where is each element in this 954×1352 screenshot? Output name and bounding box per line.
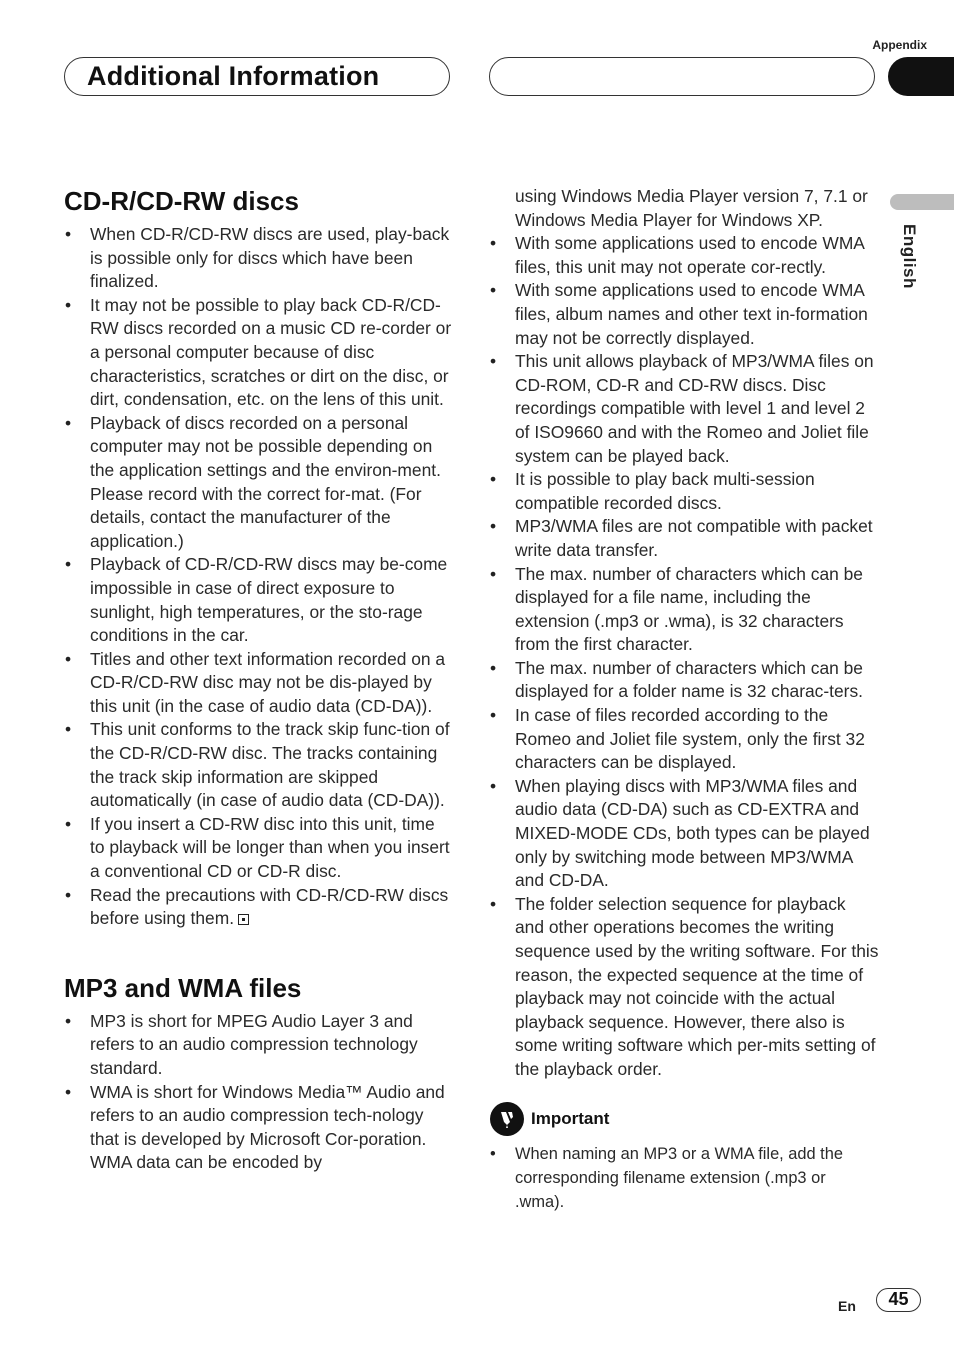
list-item: • If you insert a CD-RW disc into this unit, time to playback will be longer than when you insert a conventional CD or CD-R disc. — [64, 813, 454, 884]
list-item: • With some applications used to encode WMA files, this unit may not operate cor-rectly. — [489, 232, 879, 279]
important-label: Important — [531, 1108, 610, 1128]
list-item: • Playback of CD-R/CD-RW discs may be-come impossible in case of direct exposure to sunlight, high temperatures, or the sto-rage conditions in the car. — [64, 553, 454, 647]
list-item: • The folder selection sequence for playback and other operations becomes the writing sequence used by the writing software. For this reason, the expected sequence at the time of playback may not coincide with the actual playback sequence. However, there also is some writing software which per-mits setting of the playback order. — [489, 893, 879, 1082]
page-number: 45 — [876, 1288, 921, 1312]
end-mark-icon — [238, 914, 249, 925]
list-item-continuation: using Windows Media Player version 7, 7.1 or Windows Media Player for Windows XP. — [515, 186, 868, 230]
mp3-list-continued — [489, 185, 879, 1082]
list-item: • The max. number of characters which can be displayed for a folder name is 32 charac-ters. — [489, 657, 879, 704]
appendix-label: Appendix — [872, 38, 927, 52]
list-item: • This unit conforms to the track skip func-tion of the CD-R/CD-RW disc. The tracks containing the track skip information are skipped automatically (in case of audio data (CD-DA)). — [64, 718, 454, 812]
right-column — [489, 185, 879, 1214]
section-title: Additional Information — [87, 61, 380, 91]
header-title-frame — [64, 57, 450, 96]
mp3-heading: MP3 and WMA files — [64, 972, 302, 1003]
important-list — [489, 1142, 879, 1214]
list-item: • MP3/WMA files are not compatible with packet write data transfer. — [489, 515, 879, 562]
list-item: • It may not be possible to play back CD-R/CD-RW discs recorded on a music CD re-corder or a personal computer because of disc characteristics, scratches or dirt on the disc, or dirt, condensation, etc. on the lens of this unit. — [64, 294, 454, 412]
left-column — [64, 184, 454, 1175]
list-item-text: Read the precautions with CD-R/CD-RW discs before using them. — [90, 884, 449, 929]
header-blank-frame — [489, 57, 875, 96]
cdr-heading: CD-R/CD-RW discs — [64, 186, 299, 216]
important-heading — [490, 1102, 879, 1136]
list-item: • When CD-R/CD-RW discs are used, play-back is possible only for discs which have been finalized. — [64, 223, 454, 294]
list-item: • Playback of discs recorded on a personal computer may not be possible depending on the application settings and the environ-ment. Please record with the correct for-mat. (For details, contact the manufacturer of the application.) — [64, 412, 454, 554]
list-item: • WMA is short for Windows Media™ Audio and refers to an audio compression tech-nology that is developed by Microsoft Cor-poration. WMA data can be encoded by — [64, 1081, 454, 1175]
list-item: • Titles and other text information recorded on a CD-R/CD-RW disc may not be dis-played by this unit (in the case of audio data (CD-DA)). — [64, 648, 454, 719]
mp3-list — [64, 1010, 454, 1175]
cdr-list — [64, 223, 454, 931]
list-item — [64, 884, 454, 931]
language-label: English — [900, 224, 919, 289]
language-tab-marker — [890, 194, 954, 210]
footer-language: En — [838, 1298, 856, 1314]
list-item: • This unit allows playback of MP3/WMA files on CD-ROM, CD-R and CD-RW discs. Disc recordings compatible with level 1 and level 2 of ISO9660 and with the Romeo and Joliet file system can be played back. — [489, 350, 879, 468]
list-item: • It is possible to play back multi-session compatible recorded discs. — [489, 468, 879, 515]
list-item: • In case of files recorded according to the Romeo and Joliet file system, only the first 32 characters can be displayed. — [489, 704, 879, 775]
list-item: • With some applications used to encode WMA files, album names and other text in-formation may not be correctly displayed. — [489, 279, 879, 350]
important-pen-icon — [490, 1102, 524, 1136]
list-item: • MP3 is short for MPEG Audio Layer 3 and refers to an audio compression technology standard. — [64, 1010, 454, 1081]
list-item: • When naming an MP3 or a WMA file, add the corresponding filename extension (.mp3 or .wma). — [489, 1142, 879, 1214]
list-item: • The max. number of characters which can be displayed for a file name, including the extension (.mp3 or .wma), is 32 characters from the first character. — [489, 563, 879, 657]
list-item: • When playing discs with MP3/WMA files and audio data (CD-DA) such as CD-EXTRA and MIXED-MODE CDs, both types can be played only by switching mode between MP3/WMA and CD-DA. — [489, 775, 879, 893]
header-black-tab — [888, 57, 954, 96]
